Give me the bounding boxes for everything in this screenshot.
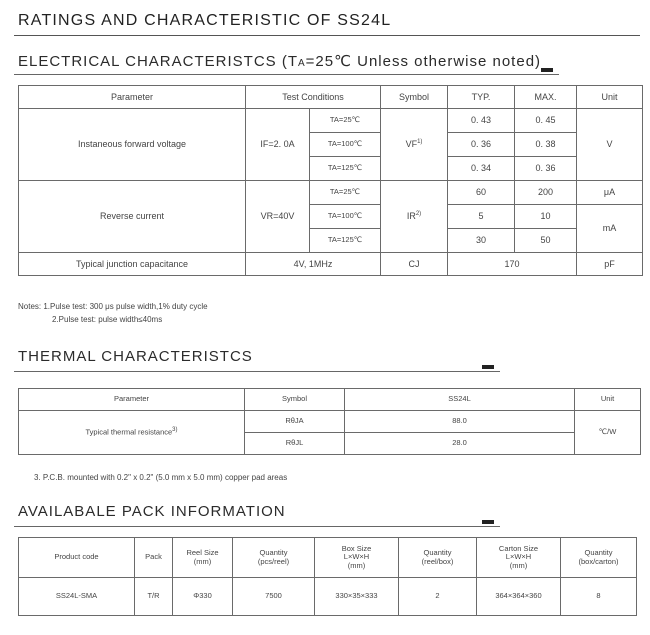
electrical-notes — [18, 300, 208, 326]
reverse-unit-ma: mA — [577, 205, 643, 253]
capacitance-unit: pF — [577, 253, 643, 276]
forward-max-1: 0. 45 — [515, 109, 577, 133]
electrical-heading-rule — [14, 74, 559, 75]
reverse-temp-2: TA=100℃ — [310, 205, 381, 229]
header-unit: Unit — [577, 86, 643, 109]
pack-header-qty-box: Quantity (reel/box) — [399, 538, 477, 578]
header-symbol: Symbol — [381, 86, 448, 109]
thermal-symbol-jl: RθJL — [245, 433, 345, 455]
note-1: Notes: 1.Pulse test: 300 μs pulse width,1% duty cycle — [18, 302, 208, 311]
electrical-table — [18, 85, 643, 276]
pack-qty-carton: 8 — [561, 578, 637, 616]
pack-heading: AVAILABALE PACK INFORMATION — [18, 503, 286, 520]
pack-header-carton-size: Carton Size L×W×H (mm) — [477, 538, 561, 578]
pack-header-qty-carton: Quantity (box/carton) — [561, 538, 637, 578]
pack-carton-size: 364×364×360 — [477, 578, 561, 616]
capacitance-symbol: CJ — [381, 253, 448, 276]
pack-qty-reel: 7500 — [233, 578, 315, 616]
capacitance-param: Typical junction capacitance — [19, 253, 246, 276]
reverse-max-1: 200 — [515, 181, 577, 205]
header-typ: TYP. — [448, 86, 515, 109]
forward-temp-3: TA=125℃ — [310, 157, 381, 181]
forward-typ-2: 0. 36 — [448, 133, 515, 157]
thermal-heading-marker — [482, 365, 494, 369]
thermal-heading: THERMAL CHARACTERISTCS — [18, 348, 253, 365]
pack-reel-size: Φ330 — [173, 578, 233, 616]
pack-box-size: 330×35×333 — [315, 578, 399, 616]
capacitance-row — [19, 253, 643, 276]
forward-max-3: 0. 36 — [515, 157, 577, 181]
thermal-header-symbol: Symbol — [245, 389, 345, 411]
pack-heading-rule — [14, 526, 500, 527]
pack-row — [19, 578, 637, 616]
pack-header-reel-size: Reel Size (mm) — [173, 538, 233, 578]
thermal-param: Typical thermal resistance$^{3)}$ — [19, 411, 245, 455]
page-title: RATINGS AND CHARACTERISTIC OF SS24L — [18, 12, 392, 29]
thermal-header-part: SS24L — [345, 389, 575, 411]
pack-qty-box: 2 — [399, 578, 477, 616]
reverse-temp-1: TA=25℃ — [310, 181, 381, 205]
thermal-header-parameter: Parameter — [19, 389, 245, 411]
pack-table — [18, 537, 637, 616]
forward-row-1 — [19, 109, 643, 133]
forward-condition: IF=2. 0A — [246, 109, 310, 181]
pack-header-product-code: Product code — [19, 538, 135, 578]
capacitance-condition: 4V, 1MHz — [246, 253, 381, 276]
pack-pack: T/R — [135, 578, 173, 616]
thermal-header-row — [19, 389, 641, 411]
note-2: 2.Pulse test: pulse width≤40ms — [52, 315, 163, 324]
reverse-row-1 — [19, 181, 643, 205]
reverse-temp-3: TA=125℃ — [310, 229, 381, 253]
header-max: MAX. — [515, 86, 577, 109]
pack-header-row — [19, 538, 637, 578]
thermal-symbol-ja: RθJA — [245, 411, 345, 433]
title-divider — [14, 35, 640, 36]
forward-param: Instaneous forward voltage — [19, 109, 246, 181]
reverse-typ-1: 60 — [448, 181, 515, 205]
pack-header-qty-reel: Quantity (pcs/reel) — [233, 538, 315, 578]
capacitance-value: 170 — [448, 253, 577, 276]
pack-header-pack: Pack — [135, 538, 173, 578]
forward-max-2: 0. 38 — [515, 133, 577, 157]
thermal-value-jl: 28.0 — [345, 433, 575, 455]
forward-unit: V — [577, 109, 643, 181]
thermal-header-unit: Unit — [575, 389, 641, 411]
thermal-row-1 — [19, 411, 641, 433]
thermal-heading-rule — [14, 371, 500, 372]
reverse-typ-2: 5 — [448, 205, 515, 229]
reverse-typ-3: 30 — [448, 229, 515, 253]
pack-header-box-size: Box Size L×W×H (mm) — [315, 538, 399, 578]
forward-typ-3: 0. 34 — [448, 157, 515, 181]
thermal-note: 3. P.C.B. mounted with 0.2" x 0.2" (5.0 mm x 5.0 mm) copper pad areas — [34, 473, 288, 482]
reverse-symbol: IR$^{2)}$ — [381, 181, 448, 253]
reverse-condition: VR=40V — [246, 181, 310, 253]
header-parameter: Parameter — [19, 86, 246, 109]
thermal-unit: ℃/W — [575, 411, 641, 455]
reverse-max-3: 50 — [515, 229, 577, 253]
forward-temp-2: TA=100℃ — [310, 133, 381, 157]
electrical-heading-marker — [541, 68, 553, 72]
header-test-conditions: Test Conditions — [246, 86, 381, 109]
pack-heading-marker — [482, 520, 494, 524]
forward-symbol: VF$^{1)}$ — [381, 109, 448, 181]
electrical-heading: ELECTRICAL CHARACTERISTCS (TA=25℃ Unless otherwise noted) — [18, 53, 542, 70]
forward-temp-1: TA=25℃ — [310, 109, 381, 133]
electrical-header-row — [19, 86, 643, 109]
reverse-max-2: 10 — [515, 205, 577, 229]
reverse-param: Reverse current — [19, 181, 246, 253]
thermal-table — [18, 388, 641, 455]
thermal-value-ja: 88.0 — [345, 411, 575, 433]
reverse-unit-ua: μA — [577, 181, 643, 205]
forward-typ-1: 0. 43 — [448, 109, 515, 133]
pack-product-code: SS24L-SMA — [19, 578, 135, 616]
